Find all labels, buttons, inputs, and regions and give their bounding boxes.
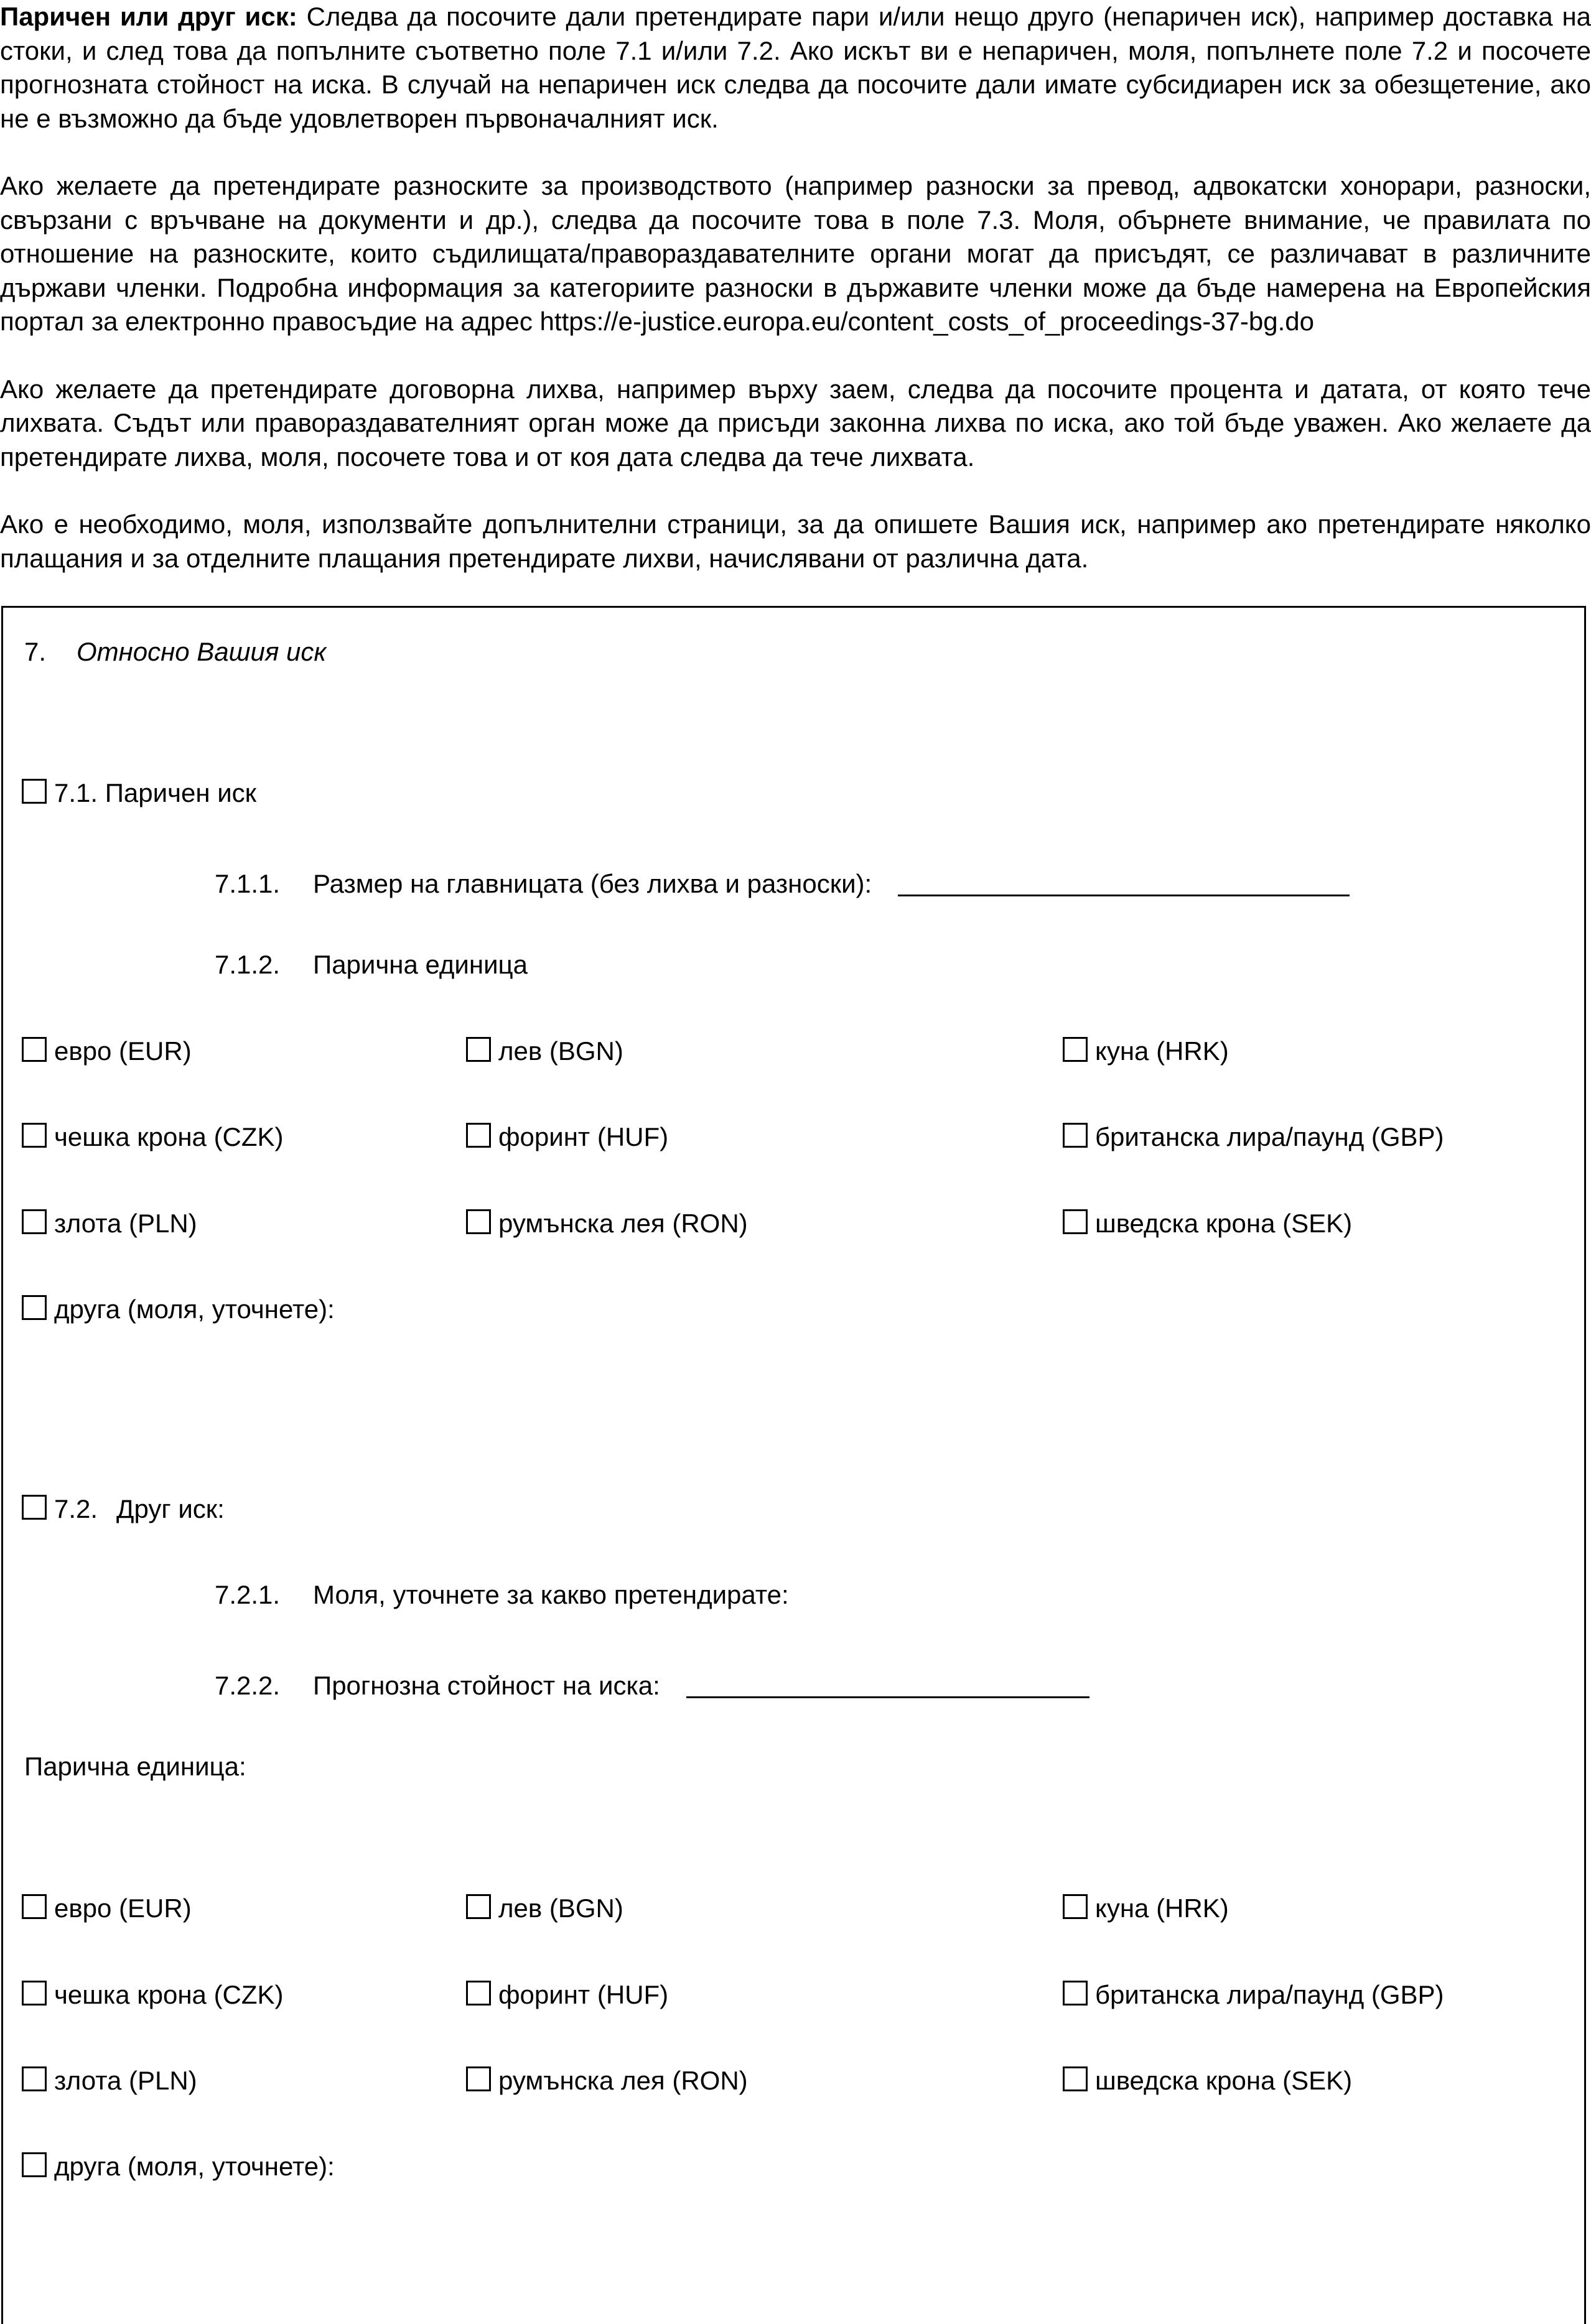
section-header <box>24 636 326 667</box>
currency-checkbox[interactable] <box>22 1981 47 2006</box>
currency-label: чешка крона (CZK) <box>54 1980 284 2009</box>
currency-label: злота (PLN) <box>54 1209 197 1238</box>
instruction-paragraph-2: Ако желаете да претендирате разноските за производството (например разноски за превод, адвокатски хонорари, разноски, свързани с връчване на документи и др.), следва да посочите това в поле 7.3. Моля, обърнете внимание, че правилата по отношение на разноските, които съдилищата/правораздавателните органи могат да присъдят, се различават в различните държави членки. Подробна информация за категориите разноски в държавите членки може да бъде намерена на Европейския портал за електронно правосъдие на адрес https://e-justice.europa.eu/content_costs_of_proceedings-37-bg.do <box>0 171 1591 336</box>
currency-label: куна (HRK) <box>1095 1036 1229 1066</box>
currency-checkbox[interactable] <box>22 1123 47 1148</box>
estimated-value-field[interactable] <box>686 1665 1089 1698</box>
currency-checkbox[interactable] <box>1063 1981 1088 2006</box>
instruction-paragraph-3: Ако желаете да претендирате договорна лихва, например върху заем, следва да посочите процента и датата, от която тече лихвата. Съдът или правораздавателният орган може да присъди законна лихва по иска, ако той бъде уважен. Ако желаете да претендирате лихва, моля, посочете това и от коя дата следва да тече лихвата. <box>0 374 1591 472</box>
currency-label: шведска крона (SEK) <box>1095 1209 1353 1238</box>
currency-checkbox[interactable] <box>22 1209 47 1234</box>
currency-checkbox[interactable] <box>22 1295 47 1320</box>
currency-label: шведска крона (SEK) <box>1095 2066 1353 2095</box>
other-claim-checkbox[interactable] <box>22 1495 47 1520</box>
currency-heading: Парична единица <box>313 950 528 979</box>
other-claim-number: 7.2. <box>54 1494 98 1523</box>
monetary-claim-option <box>22 778 256 809</box>
currency-checkbox[interactable] <box>1063 1037 1088 1062</box>
currency-checkbox[interactable] <box>22 2066 47 2091</box>
currency-label: британска лира/паунд (GBP) <box>1095 1980 1444 2009</box>
principal-amount-field[interactable] <box>898 863 1350 896</box>
currency-checkbox[interactable] <box>1063 1209 1088 1234</box>
currency-option-ron <box>466 1208 748 1239</box>
currency-option-czk <box>22 1122 284 1153</box>
claim-section-box <box>1 606 1586 2324</box>
currency-checkbox[interactable] <box>466 1981 491 2006</box>
currency-checkbox[interactable] <box>466 1037 491 1062</box>
currency-option-hrk-2 <box>1063 1893 1229 1924</box>
currency-number: 7.1.2. <box>215 950 281 979</box>
other-claim-option <box>22 1494 225 1525</box>
principal-amount-row <box>215 863 1350 899</box>
estimated-value-number: 7.2.2. <box>215 1671 281 1700</box>
currency-checkbox[interactable] <box>22 1037 47 1062</box>
currency-label: евро (EUR) <box>54 1036 192 1066</box>
section-title: Относно Вашия иск <box>77 637 327 666</box>
currency-option-bgn <box>466 1036 623 1067</box>
currency-option-eur <box>22 1036 192 1067</box>
currency-checkbox[interactable] <box>22 1894 47 1919</box>
principal-number: 7.1.1. <box>215 869 281 898</box>
claim-description-row <box>215 1579 789 1611</box>
currency-option-pln <box>22 1208 197 1239</box>
currency-label: евро (EUR) <box>54 1894 192 1923</box>
other-claim-currency-heading: Парична единица: <box>24 1752 246 1781</box>
currency-option-gbp-2 <box>1063 1979 1444 2010</box>
other-claim-label: Друг иск: <box>116 1494 225 1523</box>
currency-option-eur-2 <box>22 1893 192 1924</box>
currency-option-other-2 <box>22 2151 335 2182</box>
estimated-value-row <box>215 1665 1089 1701</box>
claim-description-label: Моля, уточнете за какво претендирате: <box>313 1580 789 1609</box>
currency-option-ron-2 <box>466 2065 748 2096</box>
claim-description-number: 7.2.1. <box>215 1580 281 1609</box>
currency-checkbox[interactable] <box>466 1209 491 1234</box>
monetary-claim-checkbox[interactable] <box>22 779 47 804</box>
currency-label: румънска лея (RON) <box>498 2066 748 2095</box>
currency-checkbox[interactable] <box>22 2152 47 2177</box>
instruction-text-1: Следва да посочите дали претендирате пари и/или нещо друго (непаричен иск), например доставка на стоки, и след това да попълните съответно поле 7.1 и/или 7.2. Ако искът ви е непаричен, моля, попълнете поле 7.2 и посочете прогнозната стойност на иска. В случай на непаричен иск следва да посочите дали имате субсидиарен иск за обезщетение, ако не е възможно да бъде удовлетворен първоначалният иск. <box>0 2 1591 133</box>
currency-option-pln-2 <box>22 2065 197 2096</box>
currency-option-czk-2 <box>22 1979 284 2010</box>
currency-option-sek-2 <box>1063 2065 1352 2096</box>
instructions <box>0 0 1591 575</box>
estimated-value-label: Прогнозна стойност на иска: <box>313 1671 660 1700</box>
currency-checkbox[interactable] <box>466 1894 491 1919</box>
currency-label: друга (моля, уточнете): <box>54 1294 335 1324</box>
currency-checkbox[interactable] <box>1063 1894 1088 1919</box>
currency-checkbox[interactable] <box>1063 2066 1088 2091</box>
currency-checkbox[interactable] <box>466 1123 491 1148</box>
monetary-claim-label: 7.1. Паричен иск <box>54 778 257 807</box>
currency-label: злота (PLN) <box>54 2066 197 2095</box>
currency-checkbox[interactable] <box>1063 1123 1088 1148</box>
instruction-paragraph-1 <box>0 0 1591 136</box>
principal-label: Размер на главницата (без лихва и разноски): <box>313 869 872 898</box>
currency-label: форинт (HUF) <box>498 1122 669 1151</box>
currency-label: британска лира/паунд (GBP) <box>1095 1122 1444 1151</box>
currency-heading-row <box>215 949 528 980</box>
currency-option-sek <box>1063 1208 1352 1239</box>
currency-option-hrk <box>1063 1036 1229 1067</box>
currency-option-bgn-2 <box>466 1893 623 1924</box>
currency-label: друга (моля, уточнете): <box>54 2152 335 2181</box>
currency-label: чешка крона (CZK) <box>54 1122 284 1151</box>
instruction-heading: Паричен или друг иск: <box>0 2 297 31</box>
currency-label: форинт (HUF) <box>498 1980 669 2009</box>
currency-option-huf-2 <box>466 1979 668 2010</box>
currency-option-huf <box>466 1122 668 1153</box>
currency-checkbox[interactable] <box>466 2066 491 2091</box>
instruction-paragraph-4: Ако е необходимо, моля, използвайте допълнителни страници, за да опишете Вашия иск, например ако претендирате няколко плащания и за отделните плащания претендирате лихви, начислявани от различна дата. <box>0 509 1591 573</box>
section-number: 7. <box>24 637 47 666</box>
currency-label: румънска лея (RON) <box>498 1209 748 1238</box>
currency-label: лев (BGN) <box>498 1036 623 1066</box>
currency-label: куна (HRK) <box>1095 1894 1229 1923</box>
currency-option-gbp <box>1063 1122 1444 1153</box>
currency-option-other <box>22 1294 335 1325</box>
currency-label: лев (BGN) <box>498 1894 623 1923</box>
